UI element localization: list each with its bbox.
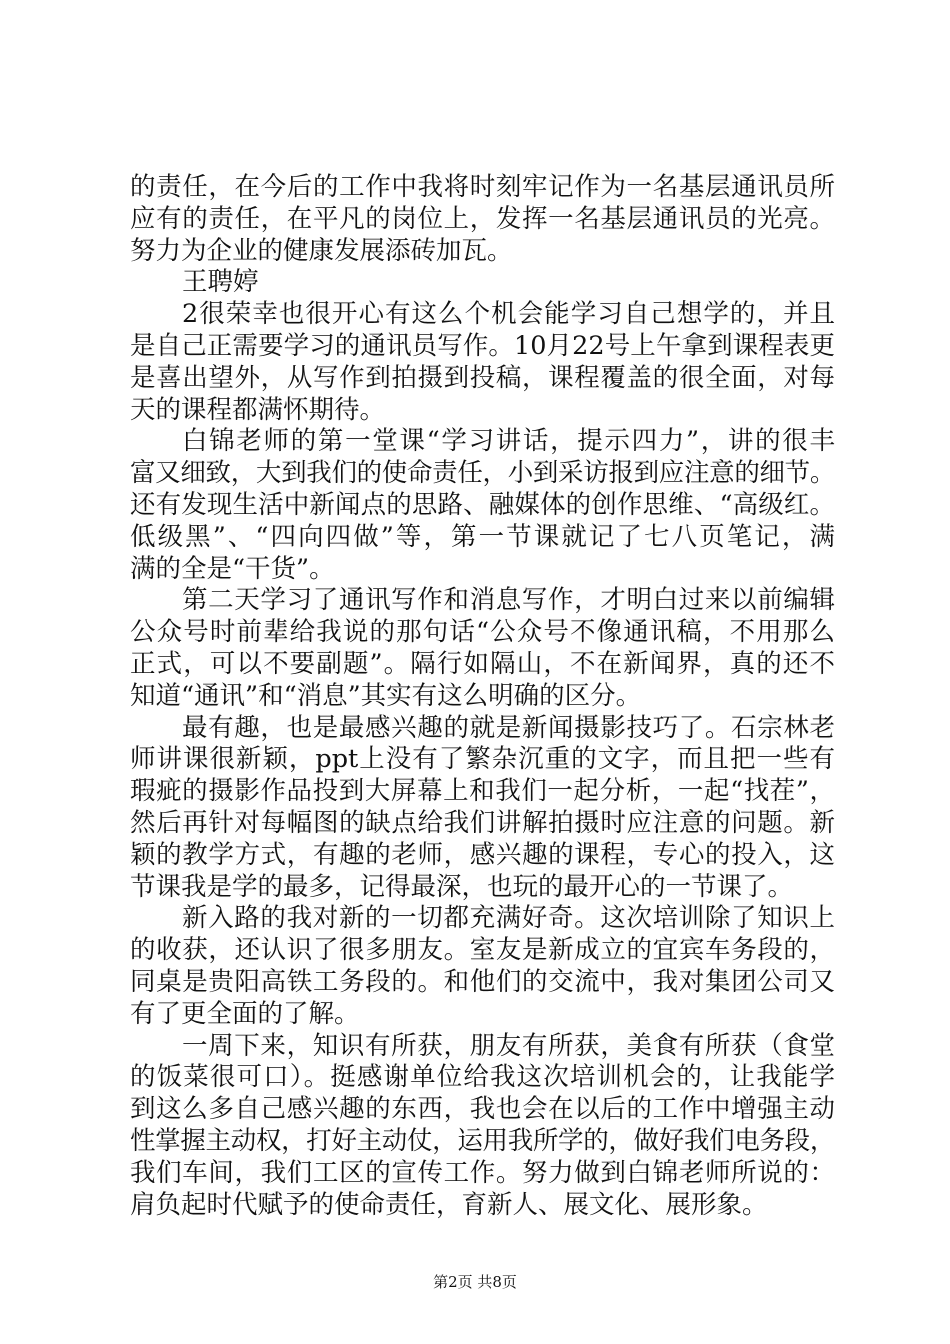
text-line: 第二天学习了通讯写作和消息写作，才明白过来以前编辑 xyxy=(182,585,835,616)
text-line: 性掌握主动权，打好主动仗，运用我所学的，做好我们电务段， xyxy=(130,1125,836,1156)
text-line: 颖的教学方式，有趣的老师，感兴趣的课程，专心的投入，这 xyxy=(130,839,835,870)
text-line: 满的全是“干货”。 xyxy=(130,553,335,584)
text-line: 瑕疵的摄影作品投到大屏幕上和我们一起分析，一起“找茬”， xyxy=(130,776,835,807)
text-line: 低级黑”、“四向四做”等，第一节课就记了七八页笔记，满 xyxy=(130,521,835,552)
text-line: 正式，可以不要副题”。隔行如隔山，不在新闻界，真的还不 xyxy=(130,648,835,679)
text-line: 公众号时前辈给我说的那句话“公众号不像通讯稿，不用那么 xyxy=(130,617,835,648)
text-line: 应有的责任，在平凡的岗位上，发挥一名基层通讯员的光亮。 xyxy=(130,203,835,234)
text-line: 的饭菜很可口）。挺感谢单位给我这次培训机会的，让我能学 xyxy=(130,1062,835,1093)
document-body xyxy=(130,172,835,1221)
text-line: 努力为企业的健康发展添砖加瓦。 xyxy=(130,235,513,266)
text-line: 师讲课很新颖，ppt上没有了繁杂沉重的文字，而且把一些有 xyxy=(130,744,835,775)
text-line: 我们车间，我们工区的宣传工作。努力做到白锦老师所说的： xyxy=(130,1157,835,1188)
text-line: 有了更全面的了解。 xyxy=(130,998,360,1029)
text-line: 最有趣，也是最感兴趣的就是新闻摄影技巧了。石宗林老 xyxy=(182,712,835,743)
text-line: 天的课程都满怀期待。 xyxy=(130,394,386,425)
text-line: 王聘婷 xyxy=(182,267,259,298)
text-line: 然后再针对每幅图的缺点给我们讲解拍摄时应注意的问题。新 xyxy=(130,807,835,838)
text-line: 肩负起时代赋予的使命责任，育新人、展文化、展形象。 xyxy=(130,1189,768,1220)
text-line: 到这么多自己感兴趣的东西，我也会在以后的工作中增强主动 xyxy=(130,1094,835,1125)
text-line: 富又细致，大到我们的使命责任，小到采访报到应注意的细节。 xyxy=(130,458,836,489)
text-line: 白锦老师的第一堂课“学习讲话，提示四力”，讲的很丰 xyxy=(182,426,835,457)
text-line: 一周下来，知识有所获，朋友有所获，美食有所获（食堂 xyxy=(182,1030,835,1061)
text-line: 是喜出望外，从写作到拍摄到投稿，课程覆盖的很全面，对每 xyxy=(130,362,835,393)
text-line: 节课我是学的最多，记得最深，也玩的最开心的一节课了。 xyxy=(130,871,794,902)
text-line: 同桌是贵阳高铁工务段的。和他们的交流中，我对集团公司又 xyxy=(130,966,835,997)
text-line: 2很荣幸也很开心有这么个机会能学习自己想学的，并且 xyxy=(182,299,835,330)
text-line: 新入路的我对新的一切都充满好奇。这次培训除了知识上 xyxy=(182,903,835,934)
text-line: 的收获，还认识了很多朋友。室友是新成立的宜宾车务段的， xyxy=(130,935,835,966)
page-footer: 第2页 共8页 xyxy=(433,1273,517,1291)
text-line: 知道“通讯”和“消息”其实有这么明确的区分。 xyxy=(130,680,642,711)
text-line: 是自己正需要学习的通讯员写作。10月22号上午拿到课程表更 xyxy=(130,330,835,361)
text-line: 的责任，在今后的工作中我将时刻牢记作为一名基层通讯员所 xyxy=(130,172,835,202)
text-line: 还有发现生活中新闻点的思路、融媒体的创作思维、“高级红。 xyxy=(130,489,835,520)
